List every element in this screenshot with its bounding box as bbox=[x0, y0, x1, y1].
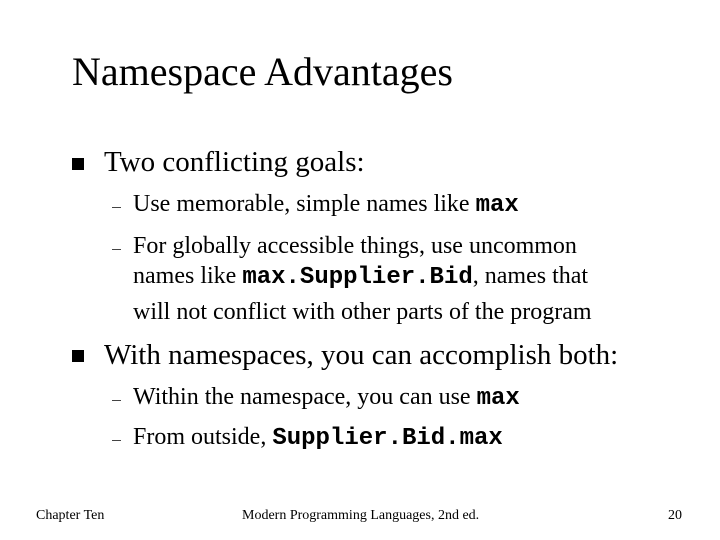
dash-icon bbox=[112, 207, 121, 208]
slide-title: Namespace Advantages bbox=[72, 49, 453, 94]
sub-bullet-text: names like bbox=[133, 263, 243, 289]
bullet-2-text: With namespaces, you can accomplish both: bbox=[104, 339, 619, 371]
sub-bullet-1-2-line-2 bbox=[133, 261, 588, 293]
bullet-square-icon bbox=[72, 158, 84, 170]
dash-icon bbox=[112, 249, 121, 250]
sub-bullet-1-2-line-3: will not conflict with other parts of the program bbox=[133, 299, 592, 325]
code-max: max bbox=[475, 192, 519, 219]
sub-bullet-2-1 bbox=[133, 382, 520, 414]
code-max-supplier-bid: max.Supplier.Bid bbox=[242, 264, 473, 291]
dash-icon bbox=[112, 440, 121, 441]
footer-chapter: Chapter Ten bbox=[36, 508, 105, 523]
bullet-1-text: Two conflicting goals: bbox=[104, 146, 365, 178]
dash-icon bbox=[112, 400, 121, 401]
sub-bullet-1-2-line-1: For globally accessible things, use uncommon bbox=[133, 233, 577, 259]
sub-bullet-text: , names that bbox=[472, 263, 589, 289]
footer-book-title: Modern Programming Languages, 2nd ed. bbox=[242, 508, 480, 523]
bullet-square-icon bbox=[72, 350, 84, 362]
sub-bullet-text: From outside, bbox=[133, 424, 273, 450]
sub-bullet-1-1 bbox=[133, 189, 519, 221]
footer-page-number: 20 bbox=[668, 508, 682, 523]
sub-bullet-text: Use memorable, simple names like bbox=[133, 191, 476, 217]
code-supplier-bid-max: Supplier.Bid.max bbox=[272, 425, 503, 452]
code-max: max bbox=[476, 385, 520, 412]
sub-bullet-2-2 bbox=[133, 422, 503, 454]
sub-bullet-text: Within the namespace, you can use bbox=[133, 384, 477, 410]
